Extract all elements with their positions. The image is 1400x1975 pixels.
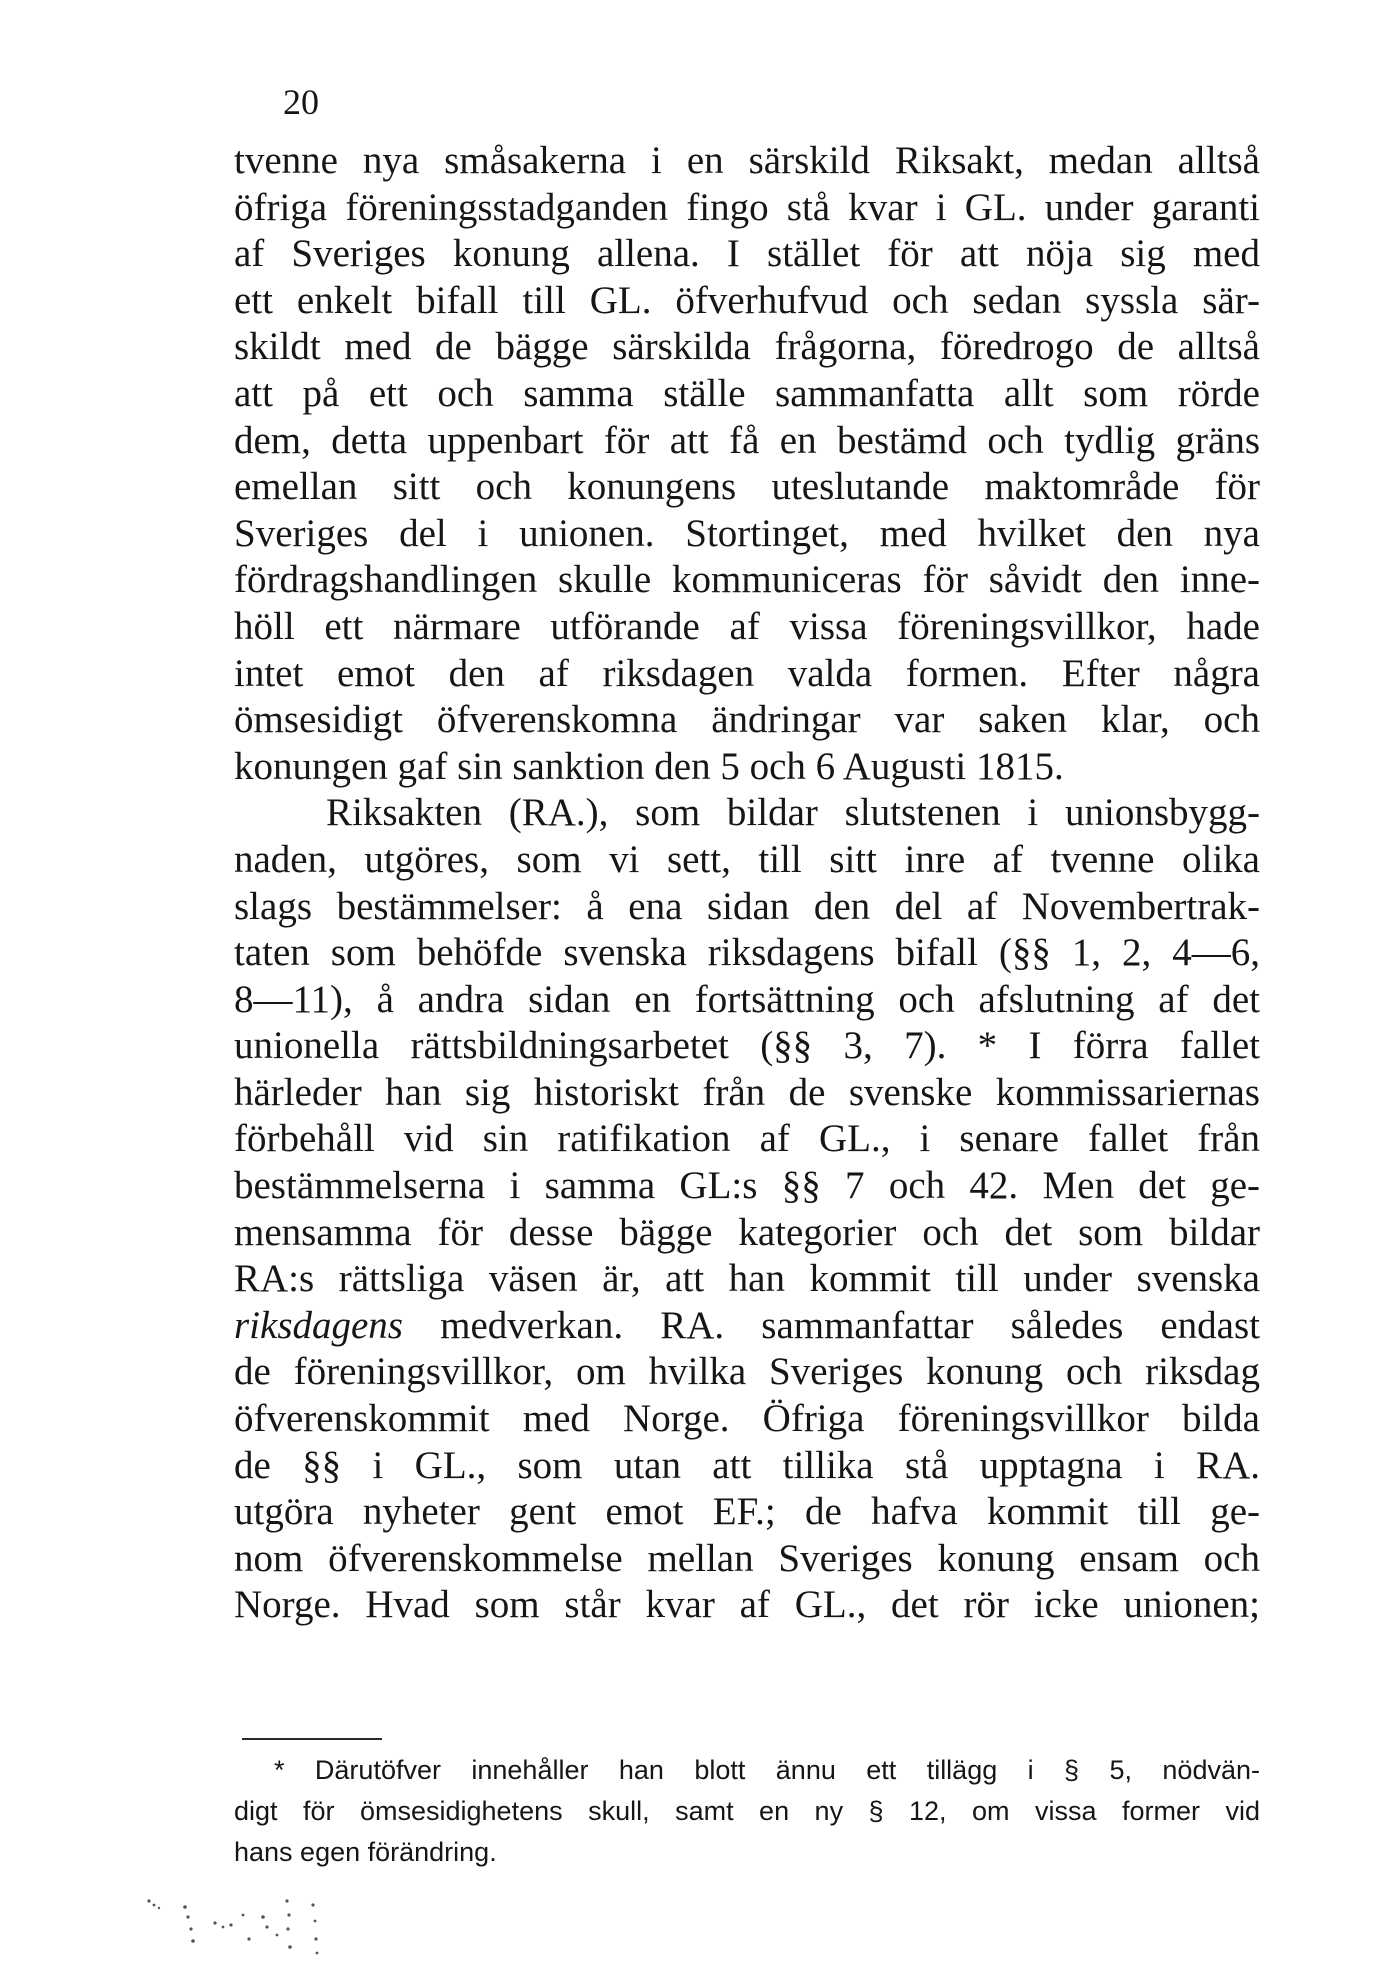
text-line: unionella rättsbildningsarbetet (§§ 3, 7). * I förra fallet (234, 1024, 1260, 1068)
text-line: fördragshandlingen skulle kommuniceras för såvidt den inne- (234, 558, 1260, 602)
footnote-line: hans egen förändring. (234, 1837, 497, 1867)
text-line: nom öfverenskommelse mellan Sveriges konung ensam och (234, 1536, 1260, 1580)
body-text (234, 138, 1260, 1629)
text-line: af Sveriges konung allena. I stället för att nöja sig med (234, 232, 1260, 276)
footnote-line: * Därutöfver innehåller han blott ännu ett tillägg i § 5, nödvän- (274, 1755, 1260, 1785)
footnote-line: digt för ömsesidighetens skull, samt en ny § 12, om vissa former vid (234, 1796, 1260, 1826)
text-line-rest: medverkan. RA. sammanfattar således endast (403, 1303, 1260, 1347)
text-line: härleder han sig historiskt från de svenske kommissariernas (234, 1070, 1260, 1114)
print-specks (145, 1895, 425, 1965)
text-line: de §§ i GL., som utan att tillika stå upptagna i RA. (234, 1443, 1260, 1487)
page-number: 20 (283, 82, 319, 122)
text-line: slags bestämmelser: å ena sidan den del af Novembertrak- (234, 884, 1260, 928)
italic-word: riksdagens (234, 1303, 403, 1347)
text-line-with-italic (234, 1303, 1260, 1350)
text-line: tvenne nya småsakerna i en särskild Riksakt, medan alltså (234, 139, 1260, 182)
text-line: RA:s rättsliga väsen är, att han kommit till under svenska (234, 1257, 1260, 1301)
text-line: ömsesidigt öfverenskomna ändringar var saken klar, och (234, 698, 1260, 742)
paragraph-start-line: Riksakten (RA.), som bildar slutstenen i unionsbygg- (326, 791, 1260, 835)
text-line: ett enkelt bifall till GL. öfverhufvud och sedan syssla sär- (234, 278, 1260, 322)
text-line: utgöra nyheter gent emot EF.; de hafva kommit till ge- (234, 1490, 1260, 1534)
footnote-divider (242, 1738, 382, 1740)
text-line: öfverenskommit med Norge. Öfriga föreningsvillkor bilda (234, 1397, 1260, 1441)
text-line: att på ett och samma ställe sammanfatta allt som rörde (234, 371, 1260, 415)
text-line: skildt med de bägge särskilda frågorna, föredrogo de alltså (234, 325, 1260, 369)
text-line: emellan sitt och konungens uteslutande maktområde för (234, 465, 1260, 509)
text-line: konungen gaf sin sanktion den 5 och 6 Augusti 1815. (234, 744, 1064, 788)
text-line: öfriga föreningsstadganden fingo stå kvar i GL. under garanti (234, 185, 1260, 229)
text-line: intet emot den af riksdagen valda formen. Efter några (234, 651, 1260, 695)
text-line: Norge. Hvad som står kvar af GL., det rör icke unionen; (234, 1583, 1260, 1627)
footnote (234, 1750, 1260, 1873)
text-line: de föreningsvillkor, om hvilka Sveriges konung och riksdag (234, 1350, 1260, 1394)
text-line: mensamma för desse bägge kategorier och det som bildar (234, 1210, 1260, 1254)
text-line: dem, detta uppenbart för att få en bestämd och tydlig gräns (234, 418, 1260, 462)
text-line: Sveriges del i unionen. Stortinget, med hvilket den nya (234, 511, 1260, 555)
text-line: taten som behöfde svenska riksdagens bifall (§§ 1, 2, 4—6, (234, 931, 1260, 975)
text-line: naden, utgöres, som vi sett, till sitt inre af tvenne olika (234, 837, 1260, 881)
text-line: förbehåll vid sin ratifikation af GL., i senare fallet från (234, 1117, 1260, 1161)
text-line: 8—11), å andra sidan en fortsättning och afslutning af det (234, 977, 1260, 1021)
text-line: höll ett närmare utförande af vissa föreningsvillkor, hade (234, 604, 1260, 648)
text-line: bestämmelserna i samma GL:s §§ 7 och 42. Men det ge- (234, 1164, 1260, 1208)
